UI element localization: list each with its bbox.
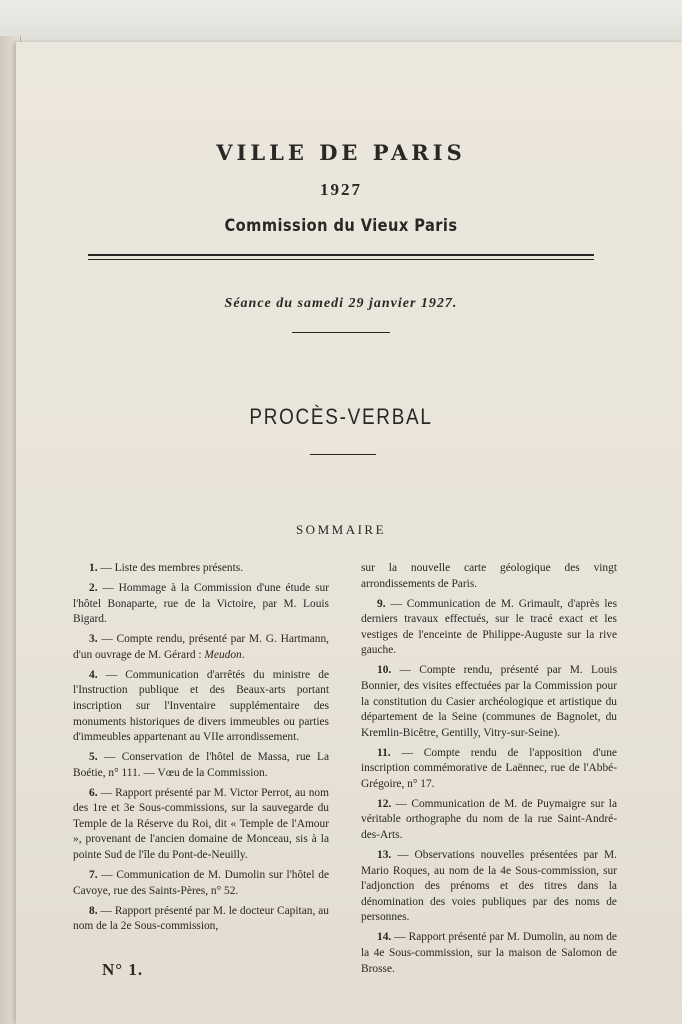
item-text: — Communication de M. Dumolin sur l'hôtel de Cavoye, rue des Saints-Pères, n° 52.: [73, 869, 329, 897]
item-number: 12.: [377, 797, 392, 810]
item-number: 7.: [89, 869, 98, 882]
item-text: — Rapport présenté par M. Victor Perrot, au nom des 1re et 3e Sous-commissions, sur la sauvegarde du Temple de la Réserve du Roi, dit « Temple de l'Amour », provenant de l'ancien domaine de Monceau, sis à la pointe Sud de l'île du Pont-de-Neuilly.: [73, 786, 329, 862]
short-rule-divider: [310, 454, 376, 455]
summary-item: [361, 797, 617, 844]
item-number: 10.: [377, 664, 392, 677]
double-rule-divider: [88, 254, 594, 260]
summary-item: [73, 904, 329, 935]
document-year: 1927: [320, 180, 362, 199]
short-rule-divider: [292, 332, 390, 333]
sommaire-heading: SOMMAIRE: [295, 522, 387, 537]
summary-item: [361, 848, 617, 926]
item-text: — Liste des membres présents.: [97, 562, 244, 574]
item-number: 8.: [89, 904, 98, 917]
item-number: 2.: [89, 581, 98, 594]
summary-item: [73, 750, 329, 781]
summary-item: [73, 632, 329, 663]
item-text: — Rapport présenté par M. le docteur Capitan, au nom de la 2e Sous-commission,: [73, 904, 329, 933]
item-text: — Communication d'arrêtés du ministre de l'Instruction publique et des Beaux-arts portant inscription sur l'Inventaire supplémentaire des monuments historiques de divers immeubles ou parties d'immeubles appartenant au VIIe arrondissement.: [73, 668, 329, 744]
item-number: 5.: [89, 751, 98, 764]
summary-item: [361, 663, 617, 741]
item-text: — Compte rendu, présenté par M. Louis Bonnier, des visites effectuées par la Commission pour la constitution du Casier archéologique et artistique du département de la Seine (communes de Bagnolet, du Kremlin-Bicêtre, Gentilly, Vitry-sur-Seine).: [361, 664, 617, 739]
seance-date: Séance du samedi 29 janvier 1927.: [224, 296, 458, 311]
summary-item: [73, 581, 329, 628]
summary-item: [73, 668, 329, 746]
summary-column-left: [73, 561, 329, 939]
summary-item: [73, 868, 329, 899]
item-text: — Hommage à la Commission d'une étude sur l'hôtel Bonaparte, rue de la Victoire, par M. Louis Bigard.: [73, 581, 329, 626]
item-text: — Communication de M. Grimault, d'après les derniers travaux effectués, sur le tracé exact et les vestiges de l'enceinte de Philippe-Auguste sur la rive gauche.: [361, 597, 617, 657]
item-text: — Rapport présenté par M. Dumolin, au nom de la 4e Sous-commission, sur la maison de Salomon de Brosse.: [361, 931, 617, 975]
item-number: 13.: [377, 849, 392, 862]
item-text: — Compte rendu, présenté par M. G. Hartmann, d'un ouvrage de M. Gérard :: [73, 633, 329, 661]
summary-item-continuation: [361, 561, 617, 592]
item-text: sur la nouvelle carte géologique des vingt arrondissements de Paris.: [361, 562, 617, 590]
summary-item: [361, 930, 617, 977]
item-text: — Observations nouvelles présentées par M. Mario Roques, au nom de la 4e Sous-commission, sur l'adjonction des prénoms et des titres dans la dénomination des voies publiques par des noms de personnes.: [361, 849, 617, 924]
item-text: — Compte rendu de l'apposition d'une inscription commémorative de Laënnec, rue de l'Abbé-Grégoire, n° 17.: [361, 746, 617, 790]
item-number: 14.: [377, 931, 392, 944]
item-number: 3.: [89, 633, 98, 646]
summary-item: [361, 597, 617, 659]
issue-number: N° 1.: [102, 960, 144, 979]
summary-item: [361, 746, 617, 793]
item-text: — Communication de M. de Puymaigre sur la véritable orthographe du nom de la rue Saint-André-des-Arts.: [361, 797, 617, 842]
item-number: 4.: [89, 668, 98, 681]
item-number: 9.: [377, 597, 386, 610]
summary-item: [73, 561, 329, 577]
item-emphasis: Meudon: [204, 648, 242, 661]
commission-name: Commission du Vieux Paris: [224, 216, 458, 236]
document-title: VILLE DE PARIS: [216, 140, 466, 165]
summary-column-right: [361, 561, 617, 982]
item-number: 11.: [377, 746, 391, 759]
item-number: 1.: [89, 562, 98, 574]
summary-item: [73, 786, 329, 864]
item-text: — Conservation de l'hôtel de Massa, rue La Boétie, n° 111. — Vœu de la Commission.: [73, 751, 329, 779]
item-text-tail: .: [241, 648, 245, 661]
proces-verbal-heading: PROCÈS-VERBAL: [249, 404, 433, 429]
item-number: 6.: [89, 786, 98, 799]
